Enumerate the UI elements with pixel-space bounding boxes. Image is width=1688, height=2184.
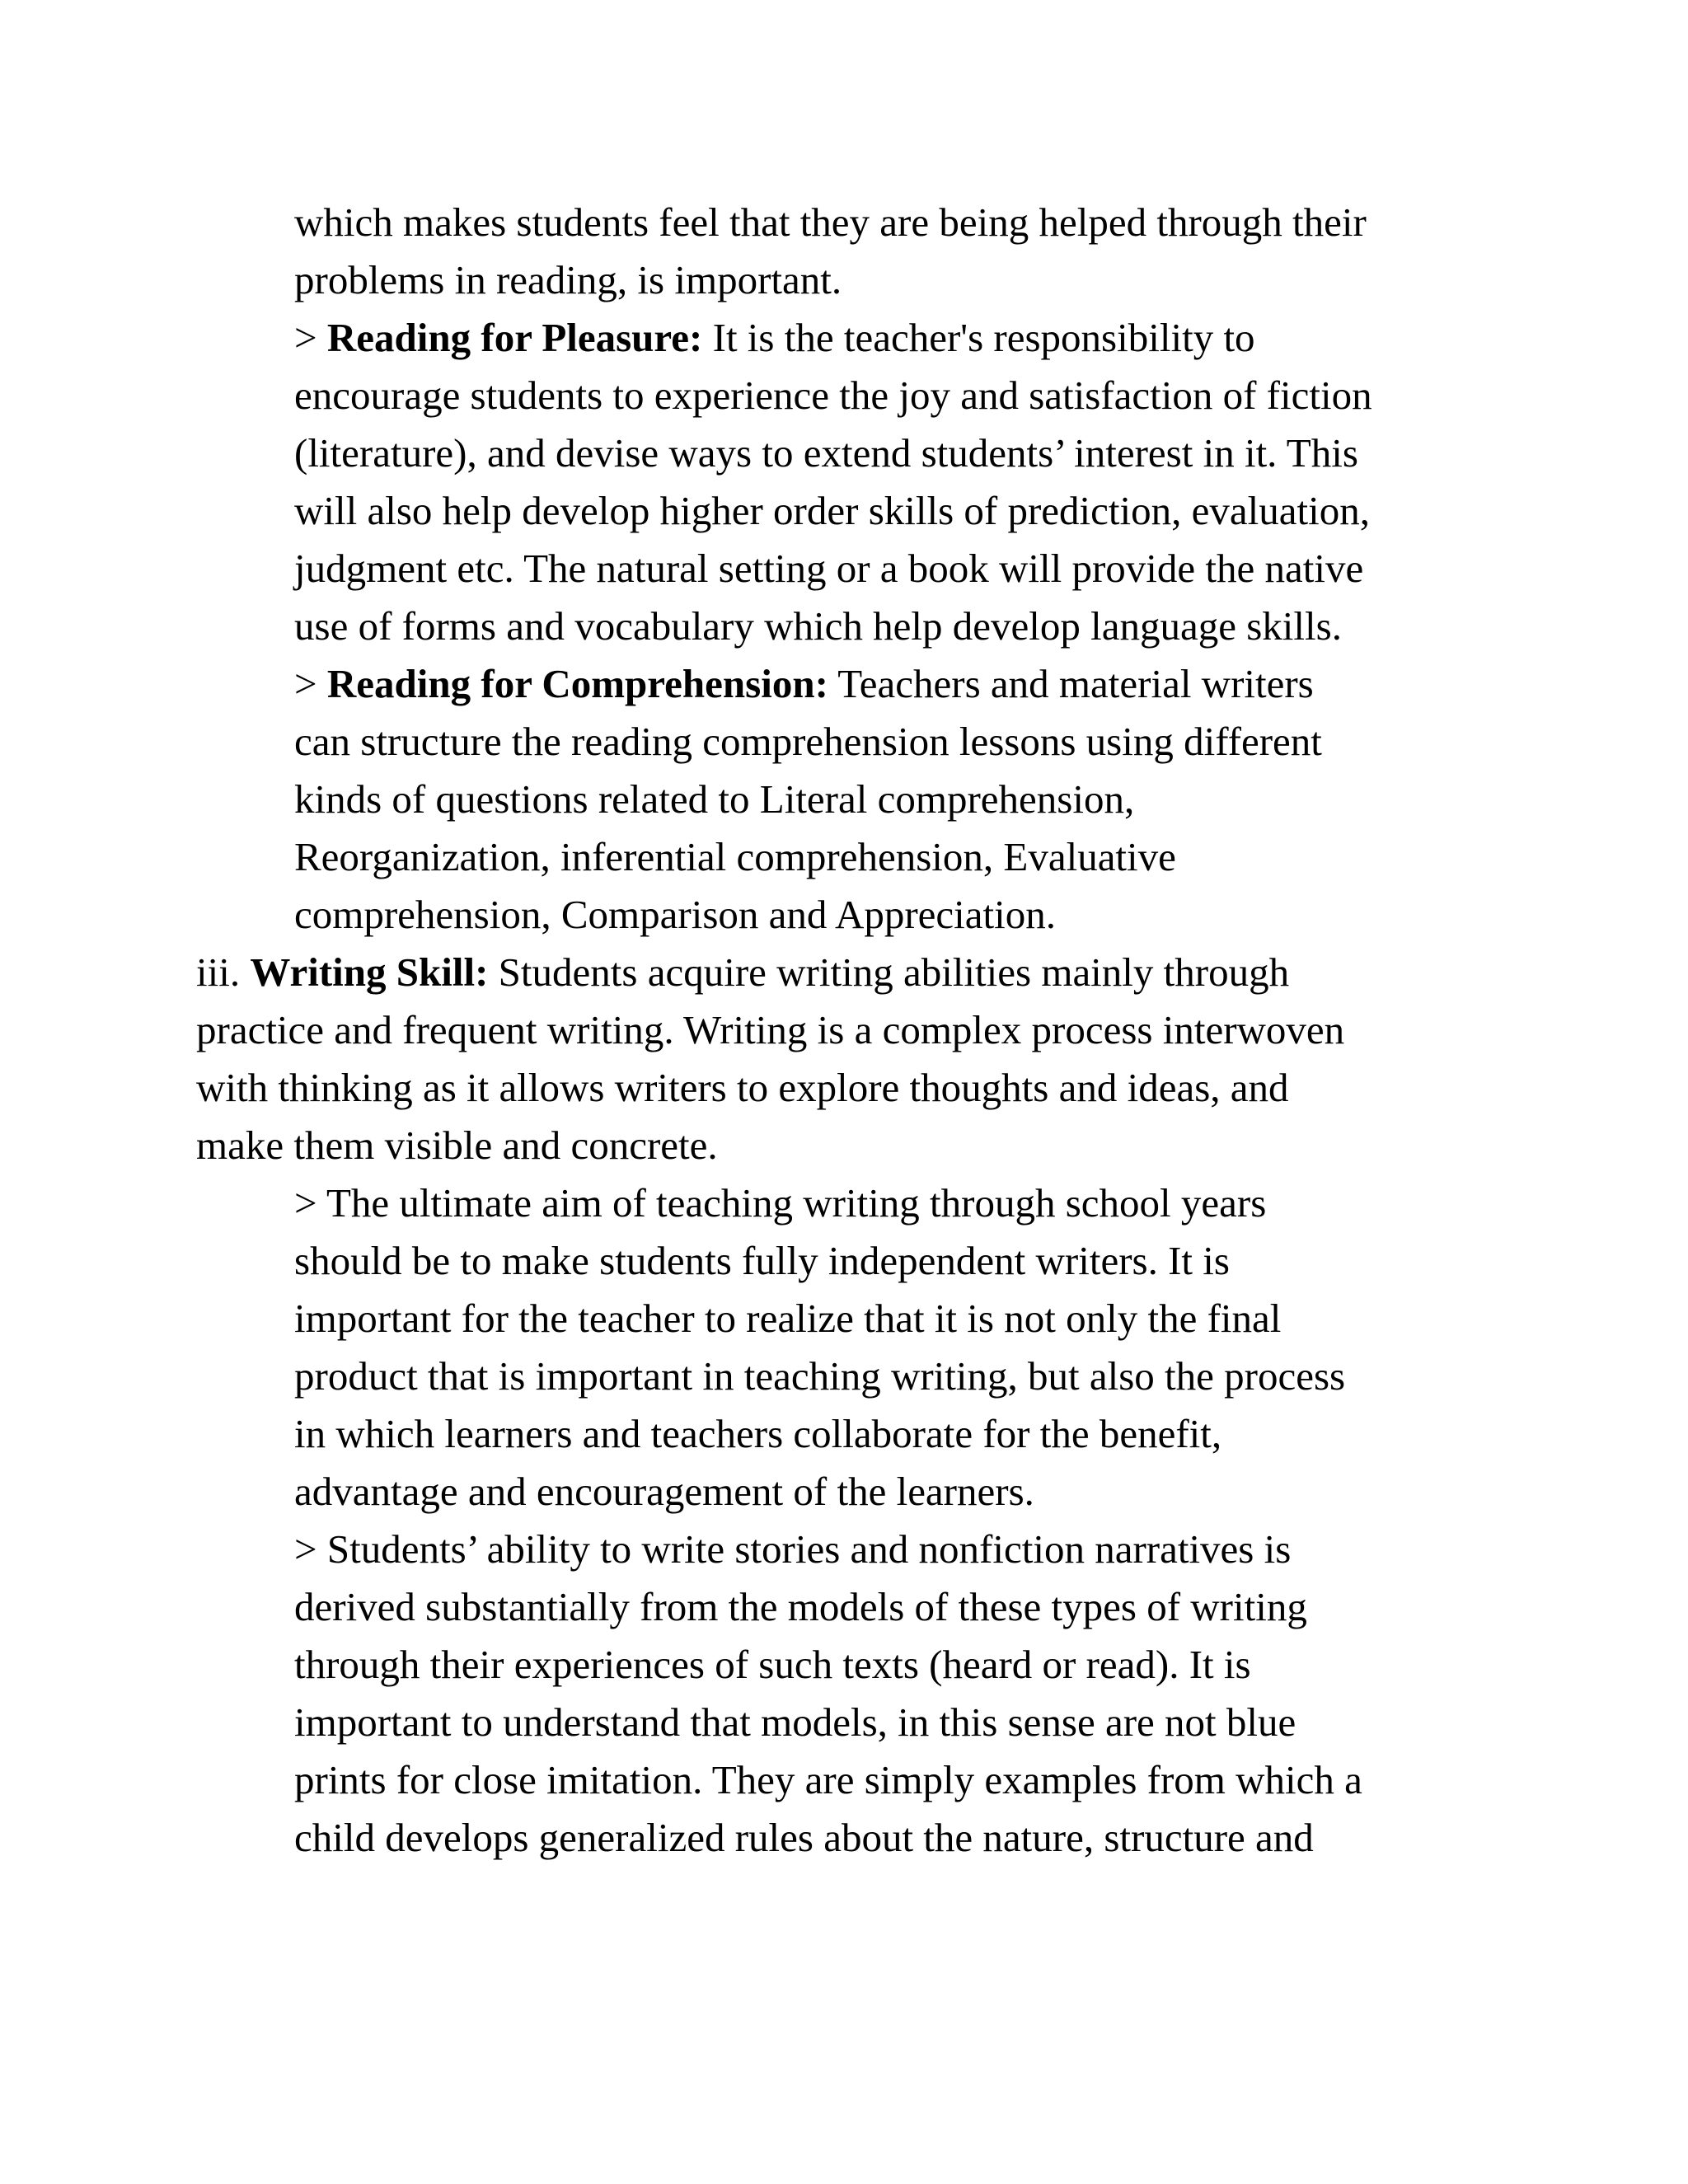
paragraph-line: important for the teacher to realize that it is not only the final [294,1296,1282,1341]
paragraph-line: encourage students to experience the joy and satisfaction of fiction [294,373,1372,418]
reading-pleasure-first-line [294,317,1255,358]
paragraph-line: prints for close imitation. They are simply examples from which a [294,1757,1362,1802]
writing-skill-first-line [196,949,1290,995]
paragraph-line: Teachers and material writers [828,661,1314,706]
paragraph-line: through their experiences of such texts (heard or read). It is [294,1642,1251,1687]
paragraph-line: will also help develop higher order skills of prediction, evaluation, [294,488,1370,533]
paragraph-line: derived substantially from the models of these types of writing [294,1584,1307,1629]
reading-comprehension-heading: Reading for Comprehension: [326,661,828,706]
reading-pleasure-heading: Reading for Pleasure: [326,315,703,360]
reading-comprehension-first-line [294,663,1314,704]
paragraph-line: with thinking as it allows writers to explore thoughts and ideas, and [196,1065,1289,1110]
paragraph-line: child develops generalized rules about the nature, structure and [294,1815,1314,1860]
paragraph-line: comprehension, Comparison and Appreciation. [294,892,1056,937]
section-number: iii. [196,949,251,995]
paragraph-line: use of forms and vocabulary which help develop language skills. [294,603,1342,649]
paragraph-line: > Students’ ability to write stories and nonfiction narratives is [294,1526,1292,1572]
paragraph-line: It is the teacher's responsibility to [702,315,1255,360]
paragraph-line: important to understand that models, in this sense are not blue [294,1699,1296,1745]
paragraph-line: Students acquire writing abilities mainly through [488,949,1290,995]
paragraph-line: product that is important in teaching writing, but also the process [294,1353,1346,1399]
paragraph-line: which makes students feel that they are being helped through their [294,199,1367,245]
paragraph-line: judgment etc. The natural setting or a book will provide the native [294,546,1364,591]
writing-skill-heading: Writing Skill: [250,949,489,995]
paragraph-line: make them visible and concrete. [196,1122,718,1168]
paragraph-line: problems in reading, is important. [294,257,842,302]
paragraph-line: should be to make students fully independent writers. It is [294,1238,1230,1283]
paragraph-line: in which learners and teachers collaborate for the benefit, [294,1411,1222,1456]
bullet-marker: > [294,315,327,360]
paragraph-line: advantage and encouragement of the learners. [294,1469,1034,1514]
bullet-marker: > [294,661,327,706]
paragraph-line: practice and frequent writing. Writing is a complex process interwoven [196,1007,1345,1052]
paragraph-line: can structure the reading comprehension lessons using different [294,719,1322,764]
paragraph-line: kinds of questions related to Literal comprehension, [294,776,1135,822]
paragraph-line: Reorganization, inferential comprehension, Evaluative [294,834,1176,879]
paragraph-line: > The ultimate aim of teaching writing through school years [294,1180,1267,1226]
paragraph-line: (literature), and devise ways to extend students’ interest in it. This [294,430,1358,476]
